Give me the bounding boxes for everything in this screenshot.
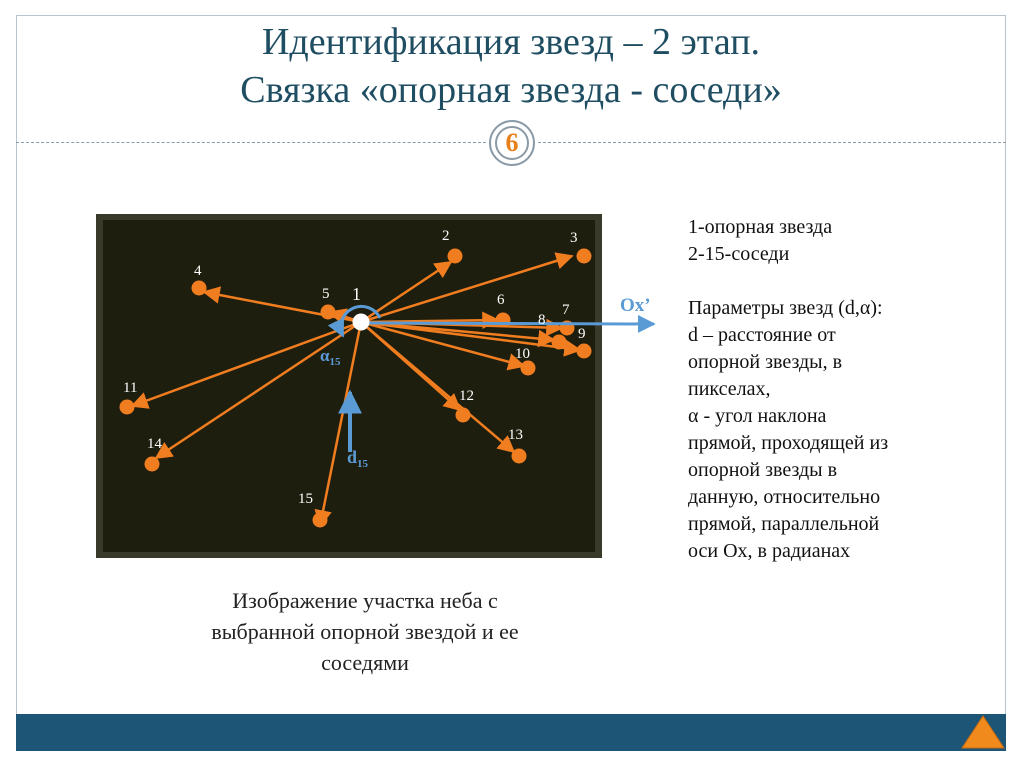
star-label-10: 10 bbox=[515, 346, 530, 362]
star-label-5: 5 bbox=[322, 286, 330, 302]
star-label-11: 11 bbox=[123, 380, 138, 396]
star-label-14: 14 bbox=[147, 436, 162, 452]
legend-line-5: опорной звезды, в bbox=[688, 351, 843, 373]
legend-line-8: прямой, проходящей из bbox=[688, 432, 889, 454]
legend-line-6: пикселах, bbox=[688, 378, 771, 400]
caption-line-2: выбранной опорной звездой и ее bbox=[211, 619, 519, 644]
diagram-caption bbox=[120, 585, 610, 678]
star-label-4: 4 bbox=[194, 263, 202, 279]
legend-line-1: 1-опорная звезда bbox=[688, 216, 833, 238]
slide-title bbox=[16, 18, 1006, 114]
legend-spacer bbox=[688, 268, 988, 295]
title-divider-right bbox=[538, 142, 1006, 143]
star-10 bbox=[521, 361, 536, 376]
footer-bar bbox=[16, 714, 1006, 751]
legend-line-4: d – расстояние от bbox=[688, 324, 836, 346]
legend-line-12: оси Ox, в радианах bbox=[688, 540, 851, 562]
star-3 bbox=[577, 249, 592, 264]
legend-line-3: Параметры звезд (d,α): bbox=[688, 297, 883, 319]
alpha-label: $\alpha_{15}$ bbox=[320, 346, 341, 368]
star-13 bbox=[512, 449, 527, 464]
legend-line-9: опорной звезды в bbox=[688, 459, 838, 481]
legend-line-10: данную, относительно bbox=[688, 486, 881, 508]
ox-axis-label: Ox’ bbox=[620, 295, 651, 316]
star-label-3: 3 bbox=[570, 230, 578, 246]
star-4 bbox=[192, 281, 207, 296]
star-2 bbox=[448, 249, 463, 264]
next-slide-triangle-icon[interactable] bbox=[960, 714, 1006, 751]
title-line-2: Связка «опорная звезда - соседи» bbox=[240, 69, 782, 111]
star-8 bbox=[552, 335, 567, 350]
legend-line-7: α - угол наклона bbox=[688, 405, 827, 427]
ox-axis-arrow bbox=[364, 323, 654, 324]
star-label-12: 12 bbox=[459, 388, 474, 404]
slide-number-badge bbox=[489, 120, 535, 166]
star-12 bbox=[456, 408, 471, 423]
parameters-legend bbox=[688, 214, 988, 565]
star-5 bbox=[321, 305, 336, 320]
star-9 bbox=[577, 344, 592, 359]
star-label-8: 8 bbox=[538, 312, 546, 328]
star-15 bbox=[313, 513, 328, 528]
title-line-1: Идентификация звезд – 2 этап. bbox=[261, 21, 761, 63]
star-11 bbox=[120, 400, 135, 415]
caption-line-1: Изображение участка неба с bbox=[232, 588, 498, 613]
d15-label: $d_{15}$ bbox=[347, 447, 369, 470]
star-label-2: 2 bbox=[442, 228, 450, 244]
star-label-6: 6 bbox=[497, 292, 505, 308]
star-label-15: 15 bbox=[298, 491, 313, 507]
star-14 bbox=[145, 457, 160, 472]
reference-star-label: 1 bbox=[352, 284, 361, 304]
title-divider-left bbox=[16, 142, 486, 143]
star-6 bbox=[496, 313, 511, 328]
reference-star bbox=[353, 314, 370, 331]
legend-line-11: прямой, параллельной bbox=[688, 513, 880, 535]
star-field-diagram bbox=[96, 214, 651, 558]
caption-line-3: соседями bbox=[321, 650, 409, 675]
star-label-7: 7 bbox=[562, 302, 570, 318]
legend-line-2: 2-15-соседи bbox=[688, 243, 790, 265]
star-label-13: 13 bbox=[508, 427, 523, 443]
star-label-9: 9 bbox=[578, 326, 586, 342]
slide-number: 6 bbox=[495, 126, 529, 160]
